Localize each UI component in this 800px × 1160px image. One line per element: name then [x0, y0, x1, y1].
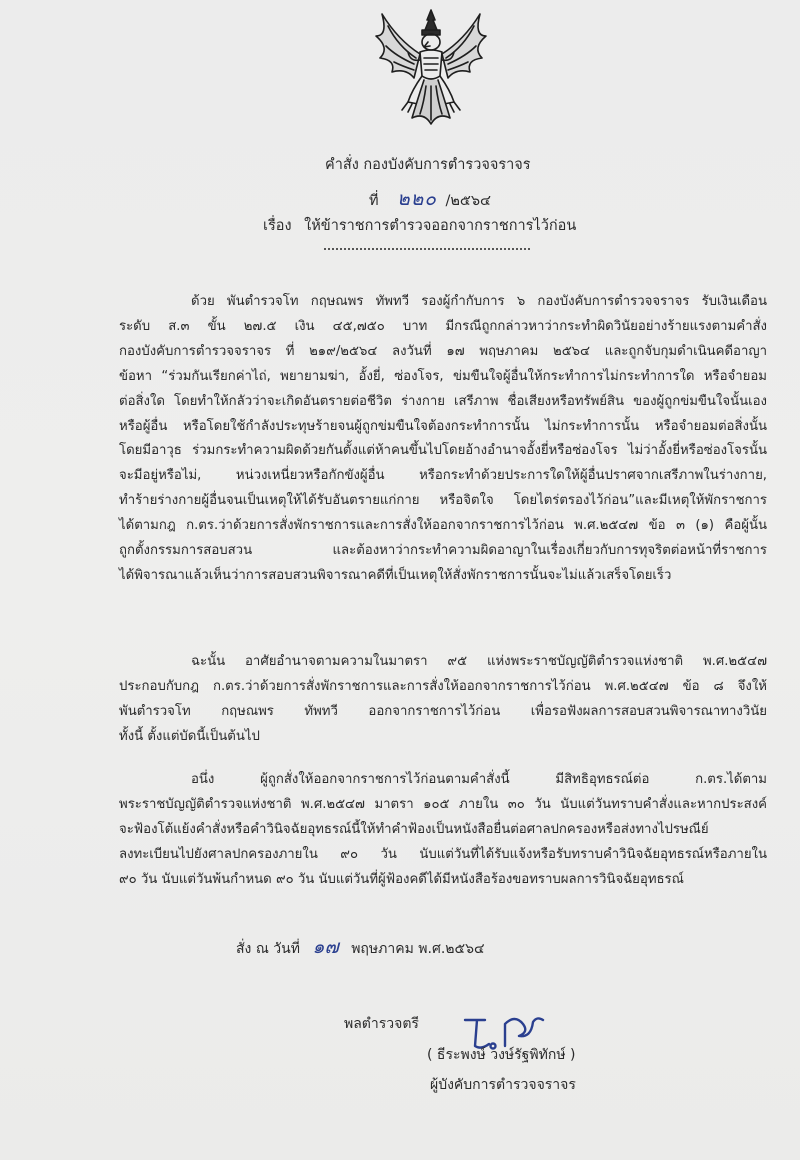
signer-name: ( ธีระพงษ์ วงษ์รัฐพิทักษ์ ): [427, 1047, 576, 1063]
paragraph-line: ด้วย พันตำรวจโท กฤษณพร ทัพทวี รองผู้กำกับการ ๖ กองบังคับการตำรวจจราจร รับเงินเดือน: [191, 294, 767, 309]
paragraph-line: ทำร้ายร่างกายผู้อื่นจนเป็นเหตุให้ได้รับอันตรายแก่กาย หรือจิตใจ โดยไตร่ตรองไว้ก่อน”และมีเหตุให้พักราชการ: [119, 493, 767, 509]
paragraph-line: ถูกตั้งกรรมการสอบสวน และต้องหาว่ากระทำความผิดอาญาในเรื่องเกี่ยวกับการทุจริตต่อหน้าที่ราชการ: [119, 543, 767, 559]
paragraph-line: ได้พิจารณาแล้วเห็นว่าการสอบสวนพิจารณาคดีที่เป็นเหตุให้สั่งพักราชการนั้นจะไม่แล้วเสร็จโดยเร็ว: [119, 567, 672, 583]
paragraph-line: ทั้งนี้ ตั้งแต่บัดนี้เป็นต้นไป: [119, 728, 260, 744]
order-date-day: ๑๗: [312, 936, 339, 958]
order-number-label: ที่: [369, 193, 379, 209]
order-date-month-year: พฤษภาคม พ.ศ.๒๕๖๔: [351, 941, 485, 957]
subject-text: ให้ข้าราชการตำรวจออกจากราชการไว้ก่อน: [304, 218, 577, 234]
paragraph-line: ลงทะเบียนไปยังศาลปกครองภายใน ๙๐ วัน นับแต่วันที่ได้รับแจ้งหรือรับทราบคำวินิจฉัยอุทธรณ์หรือภายใน: [119, 846, 767, 862]
signer-rank: พลตำรวจตรี: [344, 1016, 419, 1032]
paragraph-line: พันตำรวจโท กฤษณพร ทัพทวี ออกจากราชการไว้ก่อน เพื่อรอฟังผลการสอบสวนพิจารณาทางวินัย: [119, 703, 767, 719]
order-number-handwritten: ๒๒๐: [397, 188, 437, 210]
signer-position: ผู้บังคับการตำรวจจราจร: [430, 1077, 576, 1093]
order-subject: [263, 214, 576, 237]
paragraph-line: ระดับ ส.๓ ขั้น ๒๗.๕ เงิน ๔๕,๗๕๐ บาท มีกรณีถูกกล่าวหาว่ากระทำผิดวินัยอย่างร้ายแรงตามคำสั่ง: [119, 318, 767, 334]
paragraph-line: พระราชบัญญัติตำรวจแห่งชาติ พ.ศ.๒๕๔๗ มาตรา ๑๐๕ ภายใน ๓๐ วัน นับแต่วันทราบคำสั่งและหากประสงค์: [119, 796, 767, 812]
paragraph-1: [119, 290, 767, 589]
paragraph-line: โดยมีอาวุธ ร่วมกระทำความผิดด้วยกันตั้งแต่ห้าคนขึ้นไปโดยอ้างอำนาจอั้งยี่หรือซ่องโจร ไม่ว่าอั้งยี่หรือซ่องโจรนั้น: [119, 443, 767, 459]
paragraph-line: ต่อสิ่งใด โดยทำให้กลัวว่าจะเกิดอันตรายต่อชีวิต ร่างกาย เสรีภาพ ชื่อเสียงหรือทรัพย์สิน ของผู้ถูกข่มขืนใจนั้นเอง: [119, 393, 767, 409]
garuda-emblem: [368, 6, 494, 130]
subject-label: เรื่อง: [263, 218, 292, 234]
order-date-prefix: สั่ง ณ วันที่: [236, 941, 300, 957]
header-divider: [324, 248, 530, 250]
paragraph-line: ข้อหา “ร่วมกันเรียกค่าไถ่, พยายามฆ่า, อั้งยี่, ซ่องโจร, ข่มขืนใจผู้อื่นให้กระทำการไม่กระทำการใด หรือจำยอม: [119, 368, 767, 384]
order-title: คำสั่ง กองบังคับการตำรวจจราจร: [325, 157, 531, 173]
paragraph-line: ฉะนั้น อาศัยอำนาจตามความในมาตรา ๙๕ แห่งพระราชบัญญัติตำรวจแห่งชาติ พ.ศ.๒๕๔๗: [191, 654, 767, 669]
paragraph-3: [119, 768, 767, 893]
paragraph-line: จะฟ้องโต้แย้งคำสั่งหรือคำวินิจฉัยอุทธรณ์นี้ให้ทำคำฟ้องเป็นหนังสือยื่นต่อศาลปกครองหรือส่งทางไปรษณีย์: [119, 821, 709, 837]
order-number-suffix: /๒๕๖๔: [445, 193, 492, 209]
paragraph-line: หรือผู้อื่น หรือโดยใช้กำลังประทุษร้ายจนผู้ถูกข่มขืนใจต้องกระทำการนั้น ไม่กระทำการนั้น หรือจำยอมต่อสิ่งนั้น: [119, 418, 767, 434]
paragraph-line: กองบังคับการตำรวจจราจร ที่ ๒๑๙/๒๕๖๔ ลงวันที่ ๑๗ พฤษภาคม ๒๕๖๔ และถูกจับกุมดำเนินคดีอาญา: [119, 343, 767, 359]
paragraph-line: จะมีอยู่หรือไม่, หน่วงเหนี่ยวหรือกักขังผู้อื่น หรือกระทำด้วยประการใดให้ผู้อื่นปราศจากเสรีภาพในร่างกาย,: [119, 468, 767, 484]
paragraph-line: อนึ่ง ผู้ถูกสั่งให้ออกจากราชการไว้ก่อนตามคำสั่งนี้ มีสิทธิอุทธรณ์ต่อ ก.ตร.ได้ตาม: [191, 772, 767, 787]
paragraph-line: ประกอบกับกฎ ก.ตร.ว่าด้วยการสั่งพักราชการและการสั่งให้ออกจากราชการไว้ก่อน พ.ศ.๒๕๔๗ ข้อ ๘ จึงให้: [119, 678, 767, 694]
paragraph-line: ได้ตามกฎ ก.ตร.ว่าด้วยการสั่งพักราชการและการสั่งให้ออกจากราชการไว้ก่อน พ.ศ.๒๕๔๗ ข้อ ๓ (๑) คือผู้นั้น: [119, 518, 767, 534]
order-number: [369, 184, 491, 214]
order-date: [236, 932, 485, 962]
paragraph-line: ๙๐ วัน นับแต่วันพ้นกำหนด ๙๐ วัน นับแต่วันที่ผู้ฟ้องคดีได้มีหนังสือร้องขอทราบผลการวินิจฉัยอุทธรณ์: [119, 871, 684, 887]
paragraph-2: [119, 650, 767, 750]
